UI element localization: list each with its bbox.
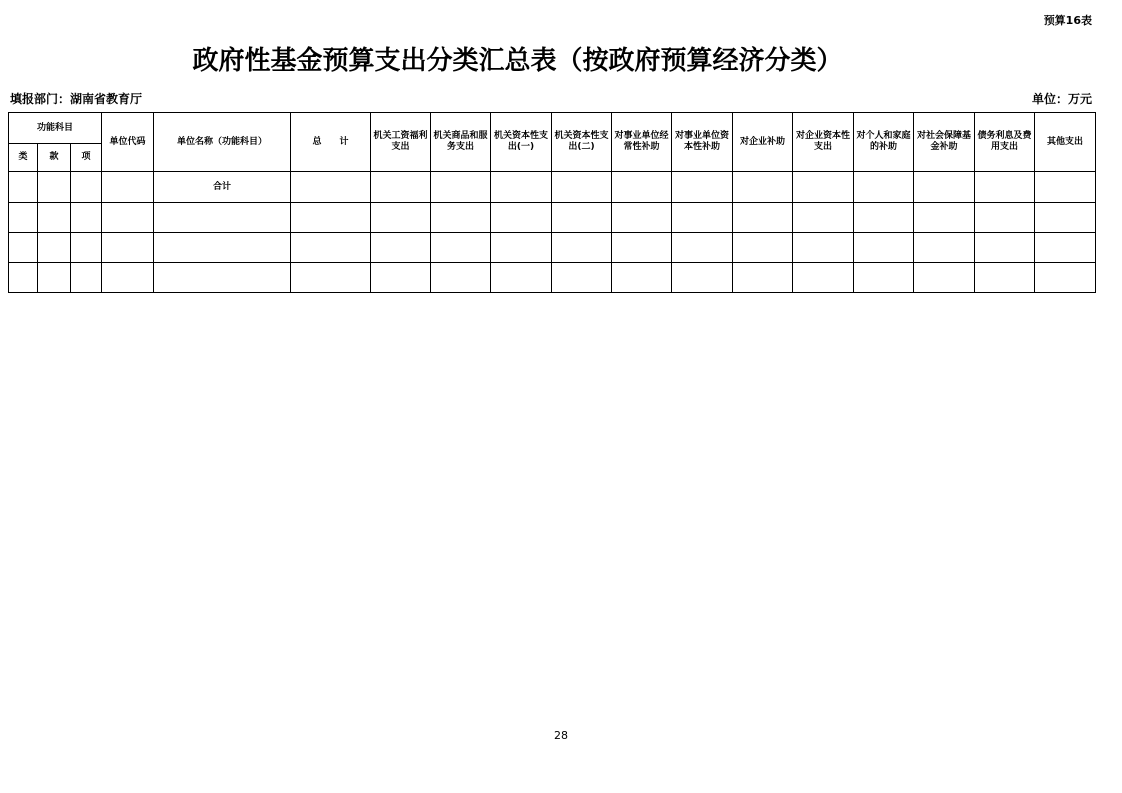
cell	[9, 172, 38, 203]
cell	[733, 172, 793, 203]
cell	[793, 233, 854, 263]
cell	[431, 233, 491, 263]
header-econ-col: 机关工资福利支出	[371, 113, 431, 172]
cell	[552, 233, 612, 263]
cell	[612, 233, 672, 263]
cell	[733, 203, 793, 233]
cell	[38, 203, 71, 233]
header-econ-col: 对社会保障基金补助	[914, 113, 975, 172]
header-econ-col: 债务利息及费用支出	[975, 113, 1035, 172]
header-unit-code: 单位代码	[102, 113, 154, 172]
cell	[854, 233, 914, 263]
cell	[431, 263, 491, 293]
cell	[733, 233, 793, 263]
cell	[975, 263, 1035, 293]
cell	[612, 263, 672, 293]
cell	[71, 172, 102, 203]
header-econ-col: 对事业单位资本性补助	[672, 113, 733, 172]
cell	[854, 263, 914, 293]
cell	[612, 203, 672, 233]
cell	[371, 233, 431, 263]
cell	[552, 203, 612, 233]
cell	[793, 263, 854, 293]
header-econ-col: 机关资本性支出(一)	[491, 113, 552, 172]
header-econ-col: 机关商品和服务支出	[431, 113, 491, 172]
page-number: 28	[554, 729, 568, 742]
cell	[102, 263, 154, 293]
cell	[672, 233, 733, 263]
cell	[793, 203, 854, 233]
cell	[552, 263, 612, 293]
cell	[431, 172, 491, 203]
header-functional-subject: 功能科目	[9, 113, 102, 144]
table-body	[9, 172, 1096, 293]
cell	[102, 172, 154, 203]
cell	[491, 263, 552, 293]
cell	[914, 263, 975, 293]
cell	[491, 203, 552, 233]
cell-unit-name	[154, 233, 291, 263]
cell	[1035, 263, 1096, 293]
cell	[371, 172, 431, 203]
cell	[914, 172, 975, 203]
cell	[1035, 233, 1096, 263]
cell	[38, 172, 71, 203]
header-econ-col: 机关资本性支出(二)	[552, 113, 612, 172]
header-econ-col: 对企业补助	[733, 113, 793, 172]
cell	[291, 263, 371, 293]
table-row	[9, 203, 1096, 233]
cell	[854, 172, 914, 203]
cell	[71, 263, 102, 293]
cell	[491, 233, 552, 263]
cell	[914, 233, 975, 263]
header-unit-name: 单位名称（功能科目）	[154, 113, 291, 172]
cell	[854, 203, 914, 233]
cell	[102, 203, 154, 233]
cell	[491, 172, 552, 203]
cell	[9, 203, 38, 233]
cell	[975, 233, 1035, 263]
cell	[371, 203, 431, 233]
cell	[38, 233, 71, 263]
header-econ-col: 其他支出	[1035, 113, 1096, 172]
cell-unit-name	[154, 263, 291, 293]
cell	[291, 172, 371, 203]
cell	[672, 203, 733, 233]
header-class: 类	[9, 144, 38, 172]
cell	[9, 263, 38, 293]
header-section: 款	[38, 144, 71, 172]
cell	[552, 172, 612, 203]
cell	[9, 233, 38, 263]
cell	[612, 172, 672, 203]
cell	[71, 233, 102, 263]
cell	[38, 263, 71, 293]
cell	[291, 233, 371, 263]
cell	[914, 203, 975, 233]
table-row	[9, 172, 1096, 203]
cell	[71, 203, 102, 233]
budget-table	[8, 112, 1096, 293]
table-row	[9, 233, 1096, 263]
cell-unit-name: 合计	[154, 172, 291, 203]
header-item: 项	[71, 144, 102, 172]
header-econ-col: 对事业单位经常性补助	[612, 113, 672, 172]
cell	[1035, 203, 1096, 233]
cell-unit-name	[154, 203, 291, 233]
cell	[672, 172, 733, 203]
form-number: 预算16表	[1043, 14, 1092, 27]
cell	[975, 203, 1035, 233]
cell	[793, 172, 854, 203]
header-econ-col: 对个人和家庭的补助	[854, 113, 914, 172]
table-row	[9, 263, 1096, 293]
cell	[1035, 172, 1096, 203]
unit-label: 单位：万元	[1031, 92, 1092, 106]
filing-department: 填报部门：湖南省教育厅	[10, 92, 143, 106]
cell	[291, 203, 371, 233]
cell	[431, 203, 491, 233]
cell	[733, 263, 793, 293]
cell	[102, 233, 154, 263]
cell	[672, 263, 733, 293]
page-title: 政府性基金预算支出分类汇总表（按政府预算经济分类）	[192, 46, 843, 76]
header-econ-col: 对企业资本性支出	[793, 113, 854, 172]
cell	[975, 172, 1035, 203]
header-total: 总 计	[291, 113, 371, 172]
cell	[371, 263, 431, 293]
